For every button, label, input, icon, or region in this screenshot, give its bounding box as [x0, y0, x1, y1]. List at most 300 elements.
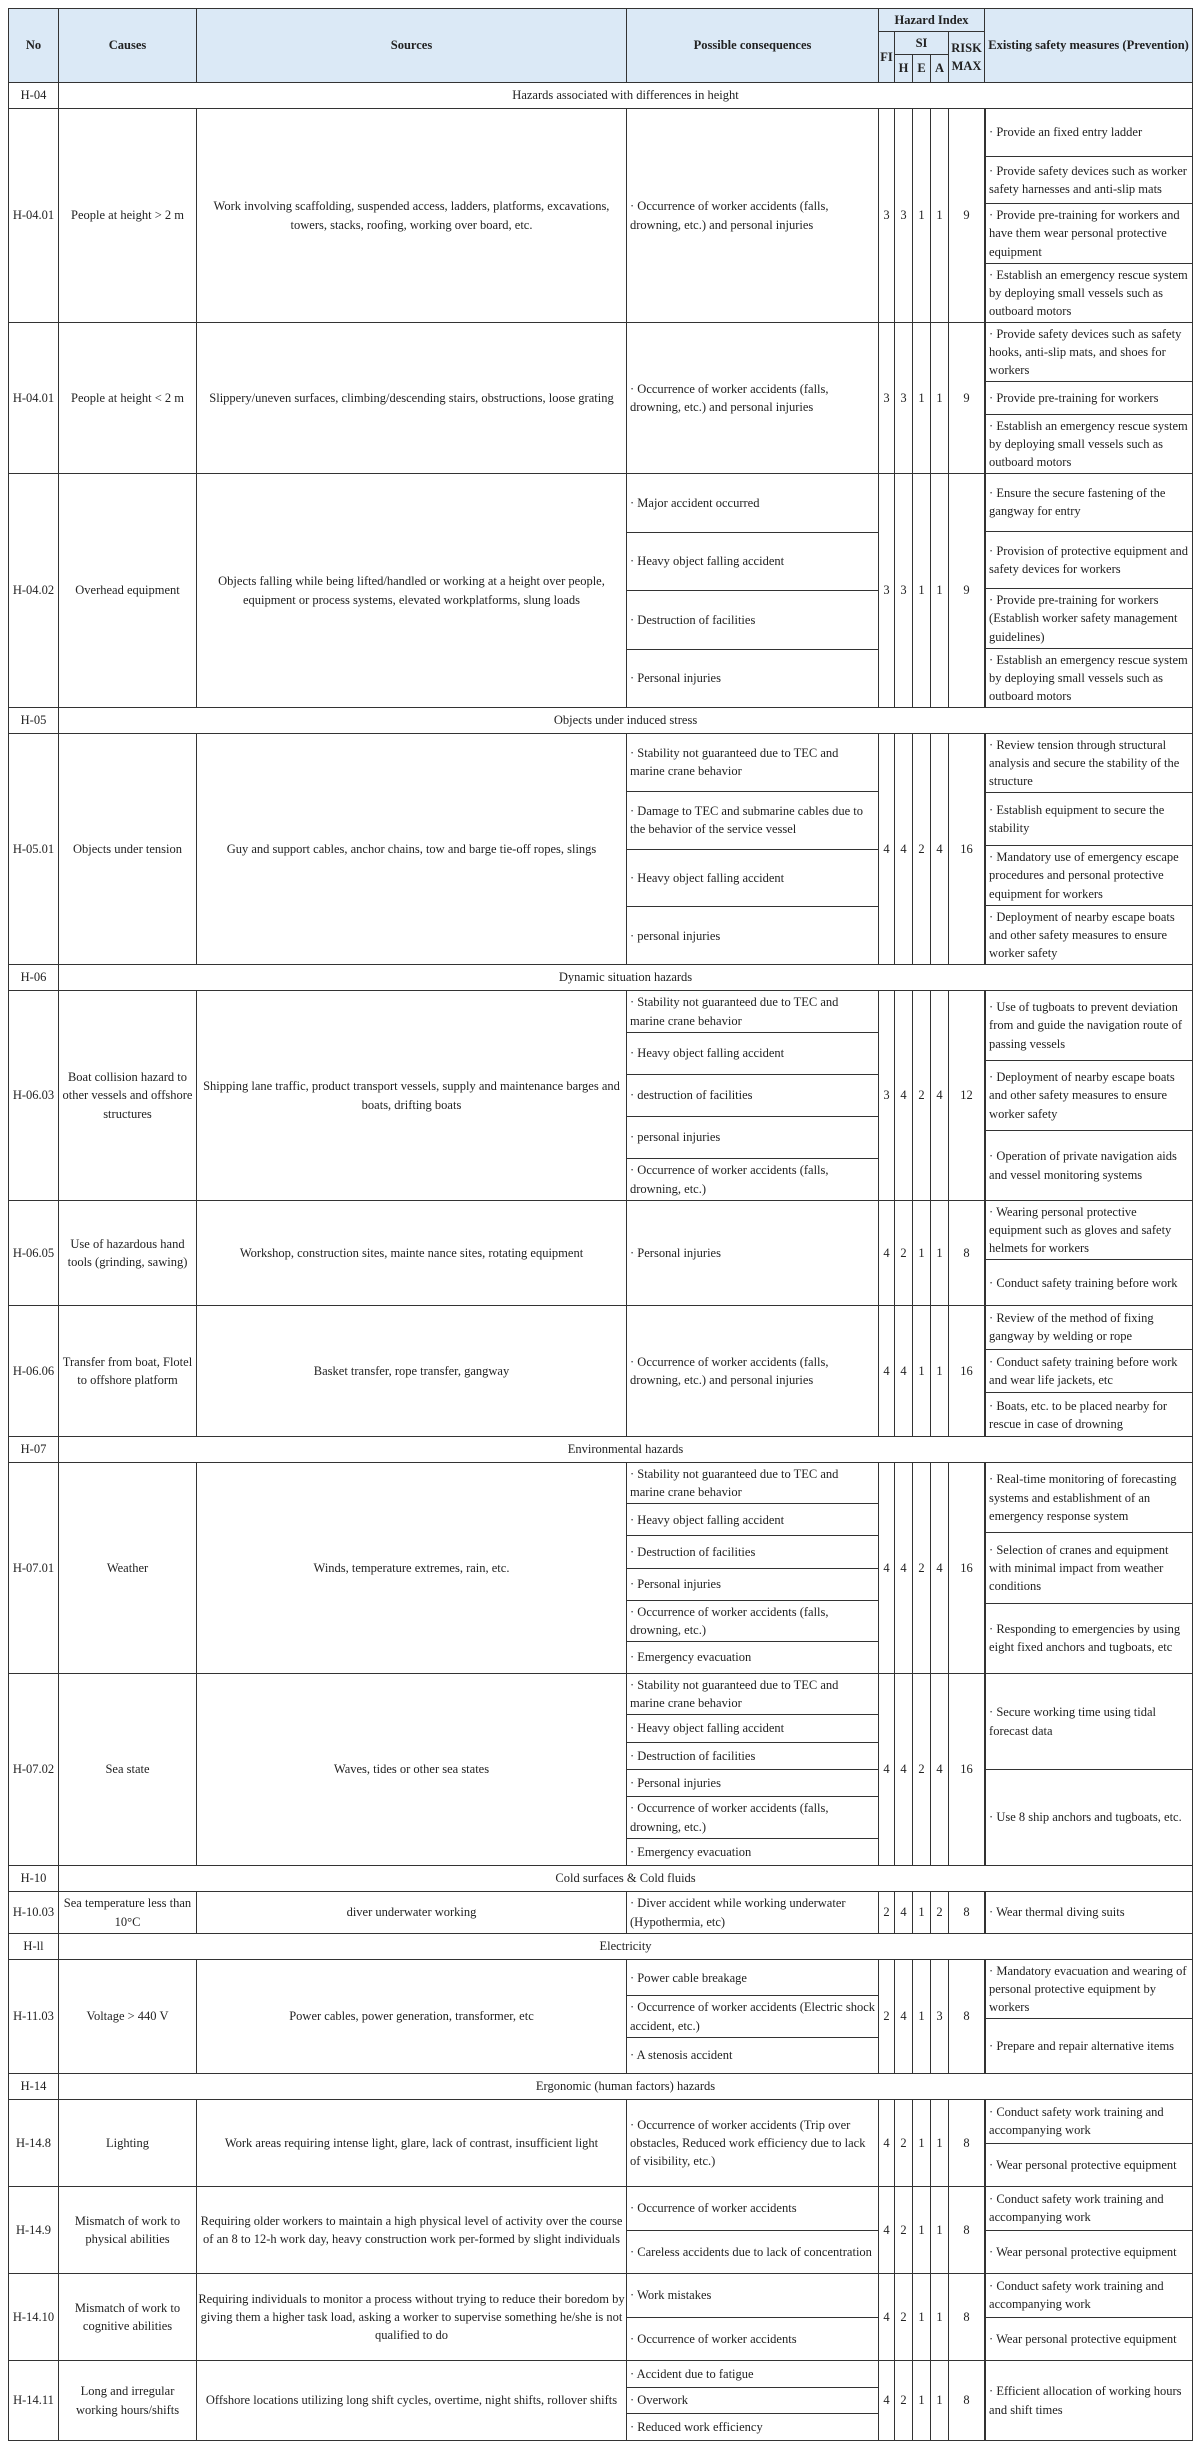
table-row	[9, 2274, 1193, 2361]
header-h: H	[895, 55, 913, 83]
row-consequences	[627, 2361, 879, 2441]
index-e: 2	[913, 734, 931, 965]
header-e: E	[913, 55, 931, 83]
consequence-item: · A stenosis accident	[627, 2037, 878, 2073]
row-measures	[985, 1960, 1193, 2074]
section-title: Electricity	[59, 1934, 1193, 1960]
consequence-list	[627, 1892, 878, 1933]
measure-list	[985, 1674, 1192, 1865]
row-measures	[985, 734, 1193, 965]
row-source: Guy and support cables, anchor chains, tow and barge tie-off ropes, slings	[197, 734, 627, 965]
consequence-item: · Overwork	[627, 2387, 878, 2414]
row-cause: Use of hazardous hand tools (grinding, sawing)	[59, 1201, 197, 1306]
measure-list	[985, 991, 1192, 1200]
measure-item: · Provide an fixed entry ladder	[989, 125, 1143, 140]
consequence-item: · Stability not guaranteed due to TEC and marine crane behavior	[630, 1678, 839, 1711]
consequence-item: · Occurrence of worker accidents (Electric shock accident, etc.)	[627, 1995, 878, 2036]
section-title: Hazards associated with differences in height	[59, 83, 1193, 109]
consequence-item: · Destruction of facilities	[627, 1742, 878, 1769]
section-code: H-07	[9, 1437, 59, 1463]
measure-item: · Establish an emergency rescue system by deploying small vessels such as outboard motors	[986, 263, 1192, 322]
index-fi: 3	[879, 109, 895, 323]
index-e: 1	[913, 1960, 931, 2074]
measure-list	[985, 734, 1192, 964]
measure-item: · Conduct safety training before work and wear life jackets, etc	[986, 1349, 1192, 1393]
section-title: Objects under induced stress	[59, 708, 1193, 734]
section-title: Cold surfaces & Cold fluids	[59, 1866, 1193, 1892]
index-risk: 16	[949, 1463, 985, 1674]
row-consequences	[627, 1892, 879, 1934]
index-e: 1	[913, 2274, 931, 2361]
row-measures	[985, 1463, 1193, 1674]
index-fi: 2	[879, 1960, 895, 2074]
consequence-item: · Accident due to fatigue	[630, 2366, 754, 2381]
measure-list	[985, 1892, 1192, 1933]
row-no: H-06.03	[9, 991, 59, 1201]
index-a: 4	[931, 991, 949, 1201]
consequence-item: · Personal injuries	[627, 649, 878, 708]
row-measures	[985, 1674, 1193, 1866]
consequence-item: · personal injuries	[627, 906, 878, 964]
table-row	[9, 991, 1193, 1201]
measure-item: · Conduct safety work training and accompanying work	[989, 2279, 1164, 2312]
table-row	[9, 1674, 1193, 1866]
row-source: diver underwater working	[197, 1892, 627, 1934]
row-cause: Sea temperature less than 10°C	[59, 1892, 197, 1934]
row-cause: Objects under tension	[59, 734, 197, 965]
measure-item: · Mandatory use of emergency escape procedures and personal protective equipment for workers	[986, 845, 1192, 904]
index-h: 4	[895, 1306, 913, 1437]
header-no: No	[9, 9, 59, 83]
measure-list	[985, 2100, 1192, 2186]
measure-item: · Provide safety devices such as safety hooks, anti-slip mats, and shoes for workers	[989, 327, 1182, 378]
table-row	[9, 323, 1193, 474]
row-measures	[985, 474, 1193, 708]
row-cause: Overhead equipment	[59, 474, 197, 708]
table-row	[9, 1306, 1193, 1437]
row-cause: Mismatch of work to cognitive abilities	[59, 2274, 197, 2361]
consequence-item: · Personal injuries	[627, 1769, 878, 1796]
consequence-item: · Occurrence of worker accidents (Trip over obstacles, Reduced work efficiency due to lack of visibility, etc.)	[630, 2117, 866, 2169]
consequence-item: · Stability not guaranteed due to TEC and marine crane behavior	[630, 746, 839, 779]
section-row	[9, 1437, 1193, 1463]
measure-item: · Provide pre-training for workers and have them wear personal protective equipment	[986, 203, 1192, 262]
row-consequences	[627, 1960, 879, 2074]
index-risk: 8	[949, 2187, 985, 2274]
measure-list	[985, 474, 1192, 707]
index-h: 4	[895, 1674, 913, 1866]
index-fi: 4	[879, 1463, 895, 1674]
section-code: H-04	[9, 83, 59, 109]
index-a: 3	[931, 1960, 949, 2074]
index-risk: 8	[949, 1960, 985, 2074]
index-fi: 4	[879, 2187, 895, 2274]
consequence-item: · Work mistakes	[630, 2288, 712, 2303]
index-h: 4	[895, 1960, 913, 2074]
index-fi: 3	[879, 991, 895, 1201]
row-measures	[985, 2100, 1193, 2187]
index-a: 2	[931, 1892, 949, 1934]
row-no: H-04.01	[9, 323, 59, 474]
row-measures	[985, 1201, 1193, 1306]
index-h: 4	[895, 1892, 913, 1934]
consequence-list	[627, 323, 878, 473]
row-no: H-04.02	[9, 474, 59, 708]
section-title: Environmental hazards	[59, 1437, 1193, 1463]
row-consequences	[627, 109, 879, 323]
row-source: Requiring individuals to monitor a process without trying to reduce their boredom by giving them a higher task load, asking a worker to supervise something he/she is not qualified to do	[197, 2274, 627, 2361]
index-h: 3	[895, 474, 913, 708]
table-body	[9, 83, 1193, 2441]
row-cause: Weather	[59, 1463, 197, 1674]
index-e: 1	[913, 2187, 931, 2274]
index-h: 2	[895, 2187, 913, 2274]
row-source: Requiring older workers to maintain a high physical level of activity over the course of an 8 to 12-h work day, heavy construction work per-formed by slight individuals	[197, 2187, 627, 2274]
index-fi: 2	[879, 1892, 895, 1934]
consequence-item: · Destruction of facilities	[627, 1535, 878, 1567]
measure-item: · Establish an emergency rescue system by deploying small vessels such as outboard motors	[986, 648, 1192, 707]
row-cause: Lighting	[59, 2100, 197, 2187]
section-row	[9, 1866, 1193, 1892]
section-code: H-06	[9, 965, 59, 991]
row-no: H-14.10	[9, 2274, 59, 2361]
index-a: 1	[931, 474, 949, 708]
measure-item: · Wear personal protective equipment	[986, 2230, 1192, 2274]
consequence-item: · Heavy object falling accident	[627, 849, 878, 907]
table-row	[9, 1960, 1193, 2074]
measure-item: · Conduct safety training before work	[986, 1259, 1192, 1305]
consequence-item: · Emergency evacuation	[627, 1641, 878, 1673]
table-row	[9, 2361, 1193, 2441]
index-risk: 16	[949, 734, 985, 965]
row-consequences	[627, 1201, 879, 1306]
consequence-item: · Emergency evacuation	[627, 1838, 878, 1865]
row-cause: Boat collision hazard to other vessels and offshore structures	[59, 991, 197, 1201]
consequence-list	[627, 734, 878, 964]
consequence-item: · Damage to TEC and submarine cables due to the behavior of the service vessel	[627, 791, 878, 849]
row-measures	[985, 2274, 1193, 2361]
measure-item: · Establish equipment to secure the stability	[986, 792, 1192, 845]
index-risk: 9	[949, 109, 985, 323]
index-fi: 3	[879, 474, 895, 708]
row-no: H-06.06	[9, 1306, 59, 1437]
row-no: H-11.03	[9, 1960, 59, 2074]
row-source: Objects falling while being lifted/handled or working at a height over people, equipment or process systems, elevated workplatforms, slung loads	[197, 474, 627, 708]
table-row	[9, 2100, 1193, 2187]
index-a: 4	[931, 734, 949, 965]
header-causes: Causes	[59, 9, 197, 83]
consequence-list	[627, 2100, 878, 2186]
row-cause: People at height > 2 m	[59, 109, 197, 323]
measure-list	[985, 2274, 1192, 2360]
row-cause: Sea state	[59, 1674, 197, 1866]
header-a: A	[931, 55, 949, 83]
row-measures	[985, 2187, 1193, 2274]
row-no: H-14.8	[9, 2100, 59, 2187]
index-h: 2	[895, 2274, 913, 2361]
index-e: 1	[913, 2361, 931, 2441]
measure-list	[985, 1463, 1192, 1673]
index-e: 1	[913, 109, 931, 323]
index-h: 4	[895, 1463, 913, 1674]
hazard-table	[8, 8, 1193, 2441]
consequence-item: · Major accident occurred	[630, 495, 760, 510]
measure-item: · Provide safety devices such as worker safety harnesses and anti-slip mats	[986, 156, 1192, 204]
measure-item: · Responding to emergencies by using eight fixed anchors and tugboats, etc	[986, 1603, 1192, 1673]
row-consequences	[627, 2274, 879, 2361]
index-risk: 8	[949, 2274, 985, 2361]
section-title: Dynamic situation hazards	[59, 965, 1193, 991]
measure-item: · Review tension through structural analysis and secure the stability of the structure	[989, 738, 1180, 789]
row-cause: Voltage > 440 V	[59, 1960, 197, 2074]
row-source: Slippery/uneven surfaces, climbing/descending stairs, obstructions, loose grating	[197, 323, 627, 474]
index-e: 2	[913, 991, 931, 1201]
hazard-table-wrapper	[8, 8, 1192, 2441]
index-fi: 3	[879, 323, 895, 474]
index-risk: 8	[949, 1892, 985, 1934]
row-consequences	[627, 1463, 879, 1674]
index-h: 3	[895, 109, 913, 323]
row-no: H-07.02	[9, 1674, 59, 1866]
index-h: 2	[895, 2361, 913, 2441]
index-e: 1	[913, 323, 931, 474]
measure-item: · Wear personal protective equipment	[986, 2143, 1192, 2187]
row-no: H-14.9	[9, 2187, 59, 2274]
consequence-list	[627, 109, 878, 322]
row-source: Shipping lane traffic, product transport vessels, supply and maintenance barges and boats, drifting boats	[197, 991, 627, 1201]
row-consequences	[627, 474, 879, 708]
measure-list	[985, 1960, 1192, 2073]
consequence-item: · Power cable breakage	[630, 1970, 747, 1985]
index-risk: 8	[949, 2361, 985, 2441]
index-a: 4	[931, 1674, 949, 1866]
consequence-list	[627, 1306, 878, 1436]
row-source: Winds, temperature extremes, rain, etc.	[197, 1463, 627, 1674]
row-measures	[985, 1306, 1193, 1437]
consequence-list	[627, 991, 878, 1200]
consequence-item: · Occurrence of worker accidents (falls, drowning, etc.)	[627, 1796, 878, 1837]
row-source: Basket transfer, rope transfer, gangway	[197, 1306, 627, 1437]
consequence-list	[627, 2187, 878, 2273]
header-measures: Existing safety measures (Prevention)	[985, 9, 1193, 83]
consequence-list	[627, 2274, 878, 2360]
consequence-item: · Destruction of facilities	[627, 590, 878, 649]
measure-list	[985, 323, 1192, 473]
index-a: 1	[931, 1201, 949, 1306]
row-measures	[985, 1892, 1193, 1934]
consequence-item: · Occurrence of worker accidents	[627, 2317, 878, 2361]
measure-item: · Boats, etc. to be placed nearby for rescue in case of drowning	[986, 1392, 1192, 1436]
consequence-list	[627, 1674, 878, 1865]
measure-item: · Deployment of nearby escape boats and other safety measures to ensure worker safety	[986, 1060, 1192, 1130]
row-cause: Long and irregular working hours/shifts	[59, 2361, 197, 2441]
index-fi: 4	[879, 2361, 895, 2441]
measure-item: · Provision of protective equipment and safety devices for workers	[986, 531, 1192, 589]
index-fi: 4	[879, 1674, 895, 1866]
row-measures	[985, 323, 1193, 474]
row-no: H-06.05	[9, 1201, 59, 1306]
measure-item: · Conduct safety work training and accompanying work	[989, 2105, 1164, 2138]
row-consequences	[627, 1674, 879, 1866]
section-row	[9, 708, 1193, 734]
measure-list	[985, 1201, 1192, 1305]
consequence-item: · Heavy object falling accident	[627, 1503, 878, 1535]
measure-list	[985, 2361, 1192, 2440]
index-fi: 4	[879, 1306, 895, 1437]
measure-item: · Operation of private navigation aids and vessel monitoring systems	[986, 1130, 1192, 1200]
table-row	[9, 109, 1193, 323]
consequence-item: · Stability not guaranteed due to TEC and marine crane behavior	[630, 1467, 839, 1500]
row-consequences	[627, 2187, 879, 2274]
consequence-item: · Heavy object falling accident	[627, 1714, 878, 1741]
index-a: 1	[931, 2187, 949, 2274]
consequence-item: · Personal injuries	[627, 1568, 878, 1600]
header-si: SI	[895, 32, 949, 55]
measure-item: · Deployment of nearby escape boats and other safety measures to ensure worker safety	[986, 905, 1192, 964]
measure-item: · Wear thermal diving suits	[989, 1905, 1125, 1920]
consequence-list	[627, 1463, 878, 1673]
header-fi: FI	[879, 32, 895, 83]
row-no: H-10.03	[9, 1892, 59, 1934]
index-a: 1	[931, 1306, 949, 1437]
row-source: Waves, tides or other sea states	[197, 1674, 627, 1866]
consequence-item: · Reduced work efficiency	[627, 2413, 878, 2440]
index-h: 2	[895, 1201, 913, 1306]
index-e: 2	[913, 1674, 931, 1866]
index-risk: 9	[949, 474, 985, 708]
consequence-list	[627, 1201, 878, 1305]
row-consequences	[627, 1306, 879, 1437]
row-cause: Mismatch of work to physical abilities	[59, 2187, 197, 2274]
index-e: 1	[913, 2100, 931, 2187]
row-source: Offshore locations utilizing long shift cycles, overtime, night shifts, rollover shifts	[197, 2361, 627, 2441]
header-sources: Sources	[197, 9, 627, 83]
row-cause: People at height < 2 m	[59, 323, 197, 474]
row-consequences	[627, 2100, 879, 2187]
measure-item: · Ensure the secure fastening of the gangway for entry	[989, 486, 1166, 519]
measure-item: · Prepare and repair alternative items	[986, 2018, 1192, 2073]
consequence-item: · Personal injuries	[630, 1245, 721, 1260]
row-source: Work involving scaffolding, suspended access, ladders, platforms, excavations, towers, stacks, roofing, working over board, etc.	[197, 109, 627, 323]
consequence-item: · Heavy object falling accident	[627, 1032, 878, 1074]
header-consequences: Possible consequences	[627, 9, 879, 83]
index-risk: 16	[949, 1674, 985, 1866]
row-no: H-14.11	[9, 2361, 59, 2441]
consequence-list	[627, 2361, 878, 2440]
measure-item: · Review of the method of fixing gangway by welding or rope	[989, 1311, 1154, 1344]
measure-item: · Real-time monitoring of forecasting systems and establishment of an emergency response system	[989, 1472, 1177, 1523]
row-no: H-07.01	[9, 1463, 59, 1674]
measure-item: · Wear personal protective equipment	[986, 2317, 1192, 2361]
index-risk: 8	[949, 1201, 985, 1306]
measure-item: · Selection of cranes and equipment with minimal impact from weather conditions	[986, 1532, 1192, 1602]
index-a: 1	[931, 2100, 949, 2187]
table-row	[9, 474, 1193, 708]
index-a: 1	[931, 2274, 949, 2361]
consequence-item: · Diver accident while working underwater (Hypothermia, etc)	[630, 1896, 846, 1929]
index-risk: 8	[949, 2100, 985, 2187]
index-h: 2	[895, 2100, 913, 2187]
consequence-item: · Occurrence of worker accidents (falls, drowning, etc.)	[627, 1600, 878, 1641]
index-e: 1	[913, 1201, 931, 1306]
measure-item: · Secure working time using tidal forecast data	[989, 1705, 1157, 1738]
table-header	[9, 9, 1193, 83]
index-h: 4	[895, 991, 913, 1201]
measure-item: · Use 8 ship anchors and tugboats, etc.	[986, 1769, 1192, 1865]
consequence-list	[627, 474, 878, 707]
row-measures	[985, 2361, 1193, 2441]
section-row	[9, 83, 1193, 109]
measure-item: · Provide pre-training for workers (Establish worker safety management guidelines)	[986, 588, 1192, 647]
row-source: Work areas requiring intense light, glare, lack of contrast, insufficient light	[197, 2100, 627, 2187]
table-row	[9, 1892, 1193, 1934]
row-measures	[985, 109, 1193, 323]
index-a: 1	[931, 2361, 949, 2441]
table-row	[9, 1463, 1193, 1674]
index-risk: 9	[949, 323, 985, 474]
consequence-item: · Occurrence of worker accidents (falls, drowning, etc.) and personal injuries	[630, 199, 829, 232]
consequence-item: · Heavy object falling accident	[627, 532, 878, 591]
table-row	[9, 734, 1193, 965]
index-fi: 4	[879, 1201, 895, 1306]
consequence-item: · Occurrence of worker accidents (falls, drowning, etc.)	[627, 1158, 878, 1200]
table-row	[9, 1201, 1193, 1306]
index-e: 1	[913, 1306, 931, 1437]
section-row	[9, 1934, 1193, 1960]
index-h: 4	[895, 734, 913, 965]
measure-item: · Establish an emergency rescue system by deploying small vessels such as outboard motors	[986, 414, 1192, 473]
index-a: 1	[931, 323, 949, 474]
consequence-item: · destruction of facilities	[627, 1074, 878, 1116]
consequence-item: · Careless accidents due to lack of concentration	[627, 2230, 878, 2274]
measure-item: · Mandatory evacuation and wearing of personal protective equipment by workers	[989, 1964, 1187, 2015]
consequence-item: · Occurrence of worker accidents (falls, drowning, etc.) and personal injuries	[630, 381, 829, 414]
section-code: H-10	[9, 1866, 59, 1892]
index-fi: 4	[879, 734, 895, 965]
row-source: Power cables, power generation, transformer, etc	[197, 1960, 627, 2074]
row-measures	[985, 991, 1193, 1201]
index-a: 4	[931, 1463, 949, 1674]
measure-item: · Efficient allocation of working hours and shift times	[989, 2384, 1182, 2417]
consequence-item: · Stability not guaranteed due to TEC and marine crane behavior	[630, 995, 839, 1028]
consequence-item: · Occurrence of worker accidents	[630, 2201, 797, 2216]
index-a: 1	[931, 109, 949, 323]
measure-item: · Wearing personal protective equipment such as gloves and safety helmets for workers	[989, 1205, 1172, 1256]
index-e: 1	[913, 474, 931, 708]
consequence-list	[627, 1960, 878, 2073]
row-consequences	[627, 734, 879, 965]
consequence-item: · Occurrence of worker accidents (falls, drowning, etc.) and personal injuries	[630, 1354, 829, 1387]
index-risk: 12	[949, 991, 985, 1201]
index-risk: 16	[949, 1306, 985, 1437]
measure-list	[985, 2187, 1192, 2273]
section-title: Ergonomic (human factors) hazards	[59, 2074, 1193, 2100]
index-e: 2	[913, 1463, 931, 1674]
table-row	[9, 2187, 1193, 2274]
section-code: H-05	[9, 708, 59, 734]
row-no: H-05.01	[9, 734, 59, 965]
row-consequences	[627, 991, 879, 1201]
index-fi: 4	[879, 2274, 895, 2361]
consequence-item: · personal injuries	[627, 1116, 878, 1158]
section-row	[9, 2074, 1193, 2100]
header-risk-max: RISK MAX	[949, 32, 985, 83]
row-cause: Transfer from boat, Flotel to offshore platform	[59, 1306, 197, 1437]
row-no: H-04.01	[9, 109, 59, 323]
index-fi: 4	[879, 2100, 895, 2187]
section-code: H-ll	[9, 1934, 59, 1960]
section-code: H-14	[9, 2074, 59, 2100]
